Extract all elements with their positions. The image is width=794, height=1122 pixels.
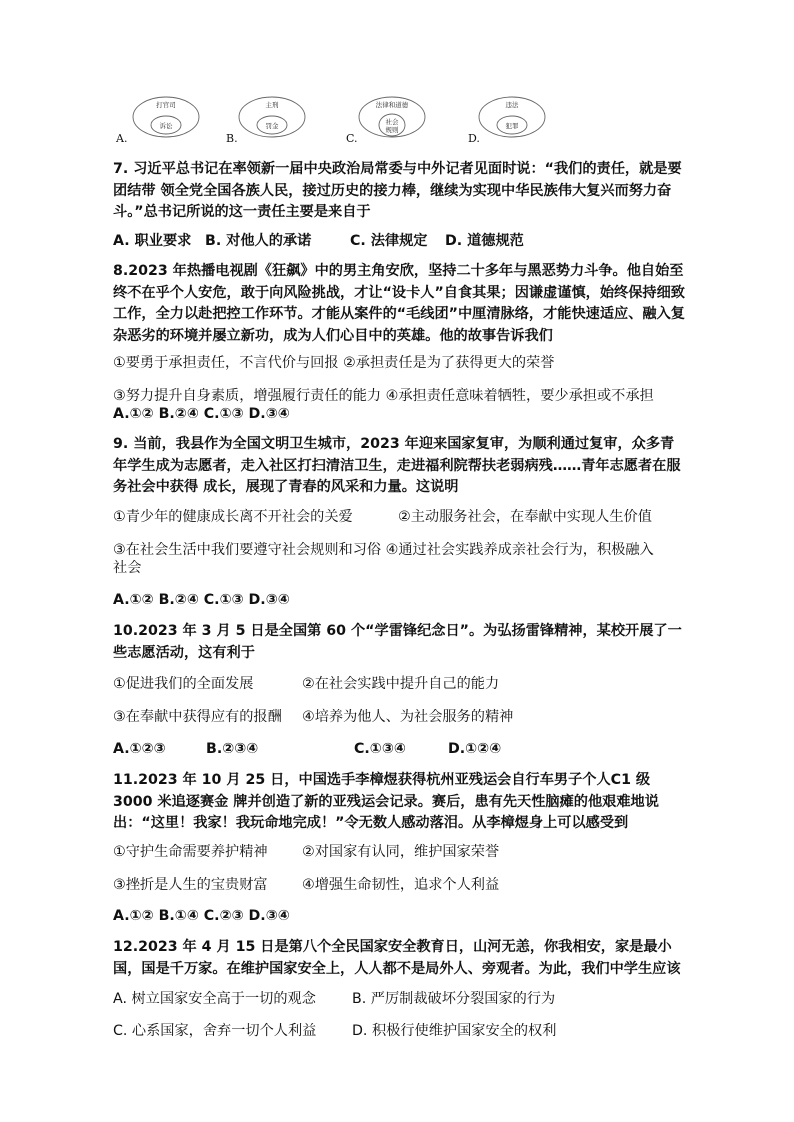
q9-answers[interactable]: A.①② B.②④ C.①③ D.③④ [113,592,290,608]
q11-answers[interactable]: A.①② B.①④ C.②③ D.③④ [113,908,290,924]
q7-stem: 7. 习近平总书记在率领新一届中央政治局常委与中外记者见面时说：“我们的责任，就是要团结带 领全党全国各族人民，接过历史的接力棒，继续为实现中华民族伟大复兴而努力奋斗。”总书记所说的这一责任主要是来自于 [113,161,682,220]
q8-stem: 8.2023 年热播电视剧《狂飙》中的男主角安欣，坚持二十多年与黑恶势力斗争。他自始至终不在乎个人安危，敢于向风险挑战，才让“设卡人”自食其果；因谦虚谨慎，始终保持细致工作，全力以赴把控工作环节。才能从案件的“毛线团”中厘清脉络，才能快速适应、融入复杂恶劣的环境并屡立新功，成为人们心目中的英雄。他的故事告诉我们 [113,263,685,344]
q7-option-c[interactable]: C. 法律规定 [350,233,428,249]
q12-option-d[interactable]: D. 积极行使维护国家安全的权利 [352,1023,557,1039]
q9-stem: 9. 当前，我县作为全国文明卫生城市，2023 年迎来国家复审，为顺利通过复审，众多青年学生成为志愿者，走入社区打扫清洁卫生，走进福利院帮扶老弱病残……青年志愿者在服务社会中获得 成长，展现了青春的风采和力量。这说明 [113,436,681,495]
diagram-c-inner-label-2: 规则 [385,126,399,134]
q10-option-d[interactable]: D.①②④ [448,741,502,757]
diagram-a-inner-label: 诉讼 [159,122,173,130]
q11-statement-2: ②对国家有认同，维护国家荣誉 [302,844,500,860]
q12-option-b[interactable]: B. 严厉制裁破坏分裂国家的行为 [352,991,556,1007]
diagram-option-letter: C. [346,132,358,145]
q12-option-a[interactable]: A. 树立国家安全高于一切的观念 [113,991,316,1007]
q8-answers[interactable]: A.①② B.②④ C.①③ D.③④ [113,406,290,422]
diagram-d-outer-label: 违法 [505,101,519,109]
q10-statement-4: ④培养为他人、为社会服务的精神 [302,709,514,725]
diagram-b-inner-label: 罚金 [265,122,279,130]
q12-option-c[interactable]: C. 心系国家，舍弃一切个人利益 [113,1023,317,1039]
q9-statement-2: ②主动服务社会，在奉献中实现人生价值 [398,509,652,525]
diagram-option-letter: B. [226,132,238,145]
diagram-c [358,95,430,145]
q10-option-b[interactable]: B.②③④ [206,741,259,757]
q9-statement-3-4: ③在社会生活中我们要遵守社会规则和习俗 ④通过社会实践养成亲社会行为，积极融入 [113,542,654,558]
q9-statement-1: ①青少年的健康成长离不开社会的关爱 [113,509,353,525]
q8-statement-1-2: ①要勇于承担责任，不言代价与回报 ②承担责任是为了获得更大的荣誉 [113,355,555,371]
diagram-b [238,95,310,145]
q10-statement-3: ③在奉献中获得应有的报酬 [113,709,282,725]
q7-option-a[interactable]: A. 职业要求 [113,233,192,249]
diagram-d-inner-label: 犯罪 [505,122,519,130]
diagram-c-inner-label-1: 社会 [385,118,399,126]
diagram-b-outer-label: 主刑 [265,101,279,109]
q7-option-d[interactable]: D. 道德规范 [445,233,524,249]
q8-statement-3-4: ③努力提升自身素质，增强履行责任的能力 ④承担责任意味着牺牲，要少承担或不承担 [113,388,654,404]
diagram-c-outer-label: 法律和道德 [375,101,409,109]
q11-statement-4: ④增强生命韧性，追求个人利益 [302,877,500,893]
q7-option-b[interactable]: B. 对他人的承诺 [205,233,312,249]
q10-statement-2: ②在社会实践中提升自己的能力 [302,676,500,692]
diagram-a [132,95,204,145]
q11-statement-3: ③挫折是人生的宝贵财富 [113,877,268,893]
q7-options [113,230,524,252]
diagram-option-letter: A. [116,132,128,145]
diagram-d [478,95,550,145]
q12-stem: 12.2023 年 4 月 15 日是第八个全民国家安全教育日，山河无恙，你我相安，家是最小国，国是千万家。在维护国家安全上，人人都不是局外人、旁观者。为此，我们中学生应该 [113,939,681,977]
diagram-option-letter: D. [468,132,480,145]
q10-stem: 10.2023 年 3 月 5 日是全国第 60 个“学雷锋纪念日”。为弘扬雷锋精神，某校开展了一些志愿活动，这有利于 [113,623,682,661]
q11-stem: 11.2023 年 10 月 25 日，中国选手李樟煜获得杭州亚残运会自行车男子个人C1 级 3000 米追逐赛金 牌并创造了新的亚残运会记录。赛后，患有先天性脑瘫的他艰难地说出：“这里！我家！我玩命地完成！”令无数人感动落泪。从李樟煜身上可以感受到 [113,772,659,831]
q11-statement-1: ①守护生命需要养护精神 [113,844,268,860]
q9-statement-4-cont: 社会 [113,560,142,576]
diagram-a-outer-label: 打官司 [156,101,176,109]
q10-option-c[interactable]: C.①③④ [354,741,406,757]
q10-statement-1: ①促进我们的全面发展 [113,676,254,692]
q10-option-a[interactable]: A.①②③ [113,741,166,757]
